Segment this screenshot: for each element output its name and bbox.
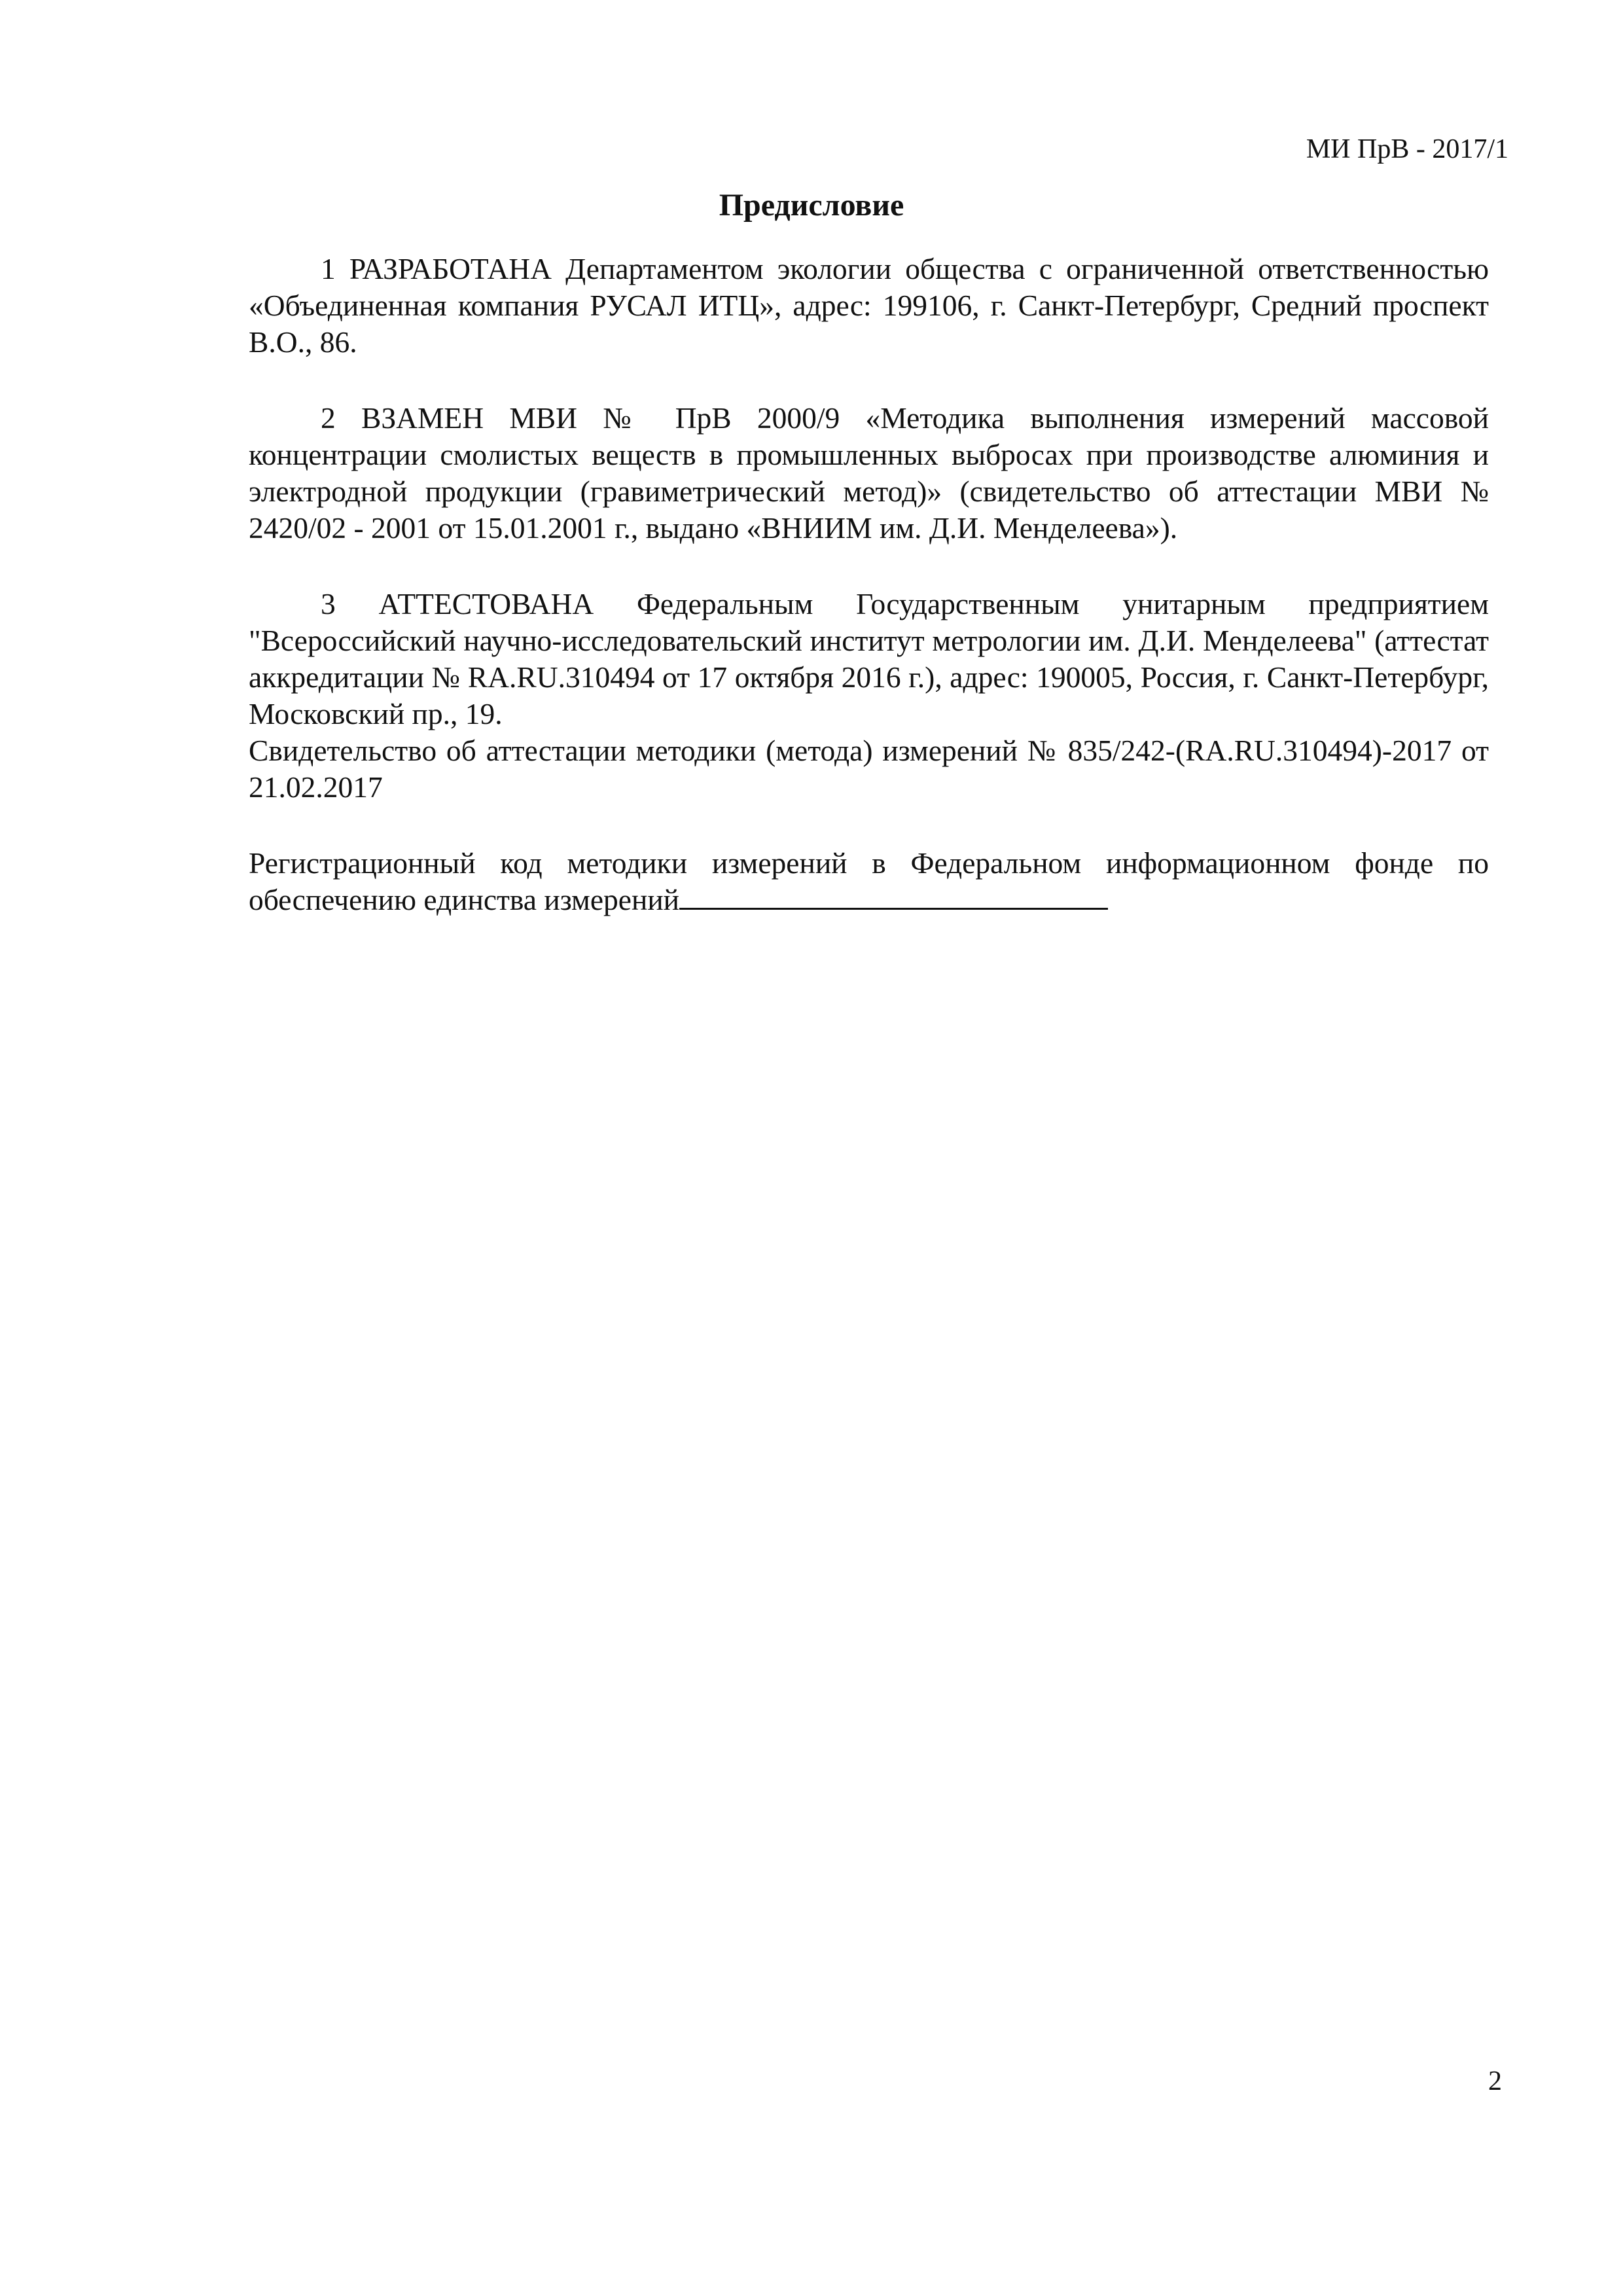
registration-text: Регистрационный код методики измерений в Федеральном информационном фонде по обеспечению единства измерений xyxy=(249,846,1489,916)
certificate-line: Свидетельство об аттестации методики (метода) измерений № 835/242-(RA.RU.310494)-2017 от 21.02.2017 xyxy=(249,734,1489,804)
document-body xyxy=(249,251,1489,918)
registration-code-blank xyxy=(679,884,1108,910)
paragraph-certified-text: 3 АТТЕСТОВАНА Федеральным Государственным унитарным предприятием "Всероссийский научно-исследовательский институт метрологии им. Д.И. Менделеева" (аттестат аккредитации № RA.RU.310494 от 17 октября 2016 г.), адрес: 190005, Россия, г. Санкт-Петербург, Московский пр., 19. xyxy=(249,587,1489,730)
paragraph-developed: 1 РАЗРАБОТАНА Департаментом экологии общества с ограниченной ответственностью «Объединенная компания РУСАЛ ИТЦ», адрес: 199106, г. Санкт-Петербург, Средний проспект В.О., 86. xyxy=(249,252,1489,359)
document-code: МИ ПрВ - 2017/1 xyxy=(1306,134,1508,164)
paragraph-certified xyxy=(249,586,1489,806)
registration-paragraph xyxy=(249,845,1489,918)
page-title: Предисловие xyxy=(719,188,904,223)
paragraph-replaces: 2 ВЗАМЕН МВИ № ПрВ 2000/9 «Методика выполнения измерений массовой концентрации смолистых веществ в промышленных выбросах при производстве алюминия и электродной продукции (гравиметрический метод)» (свидетельство об аттестации МВИ № 2420/02 - 2001 от 15.01.2001 г., выдано «ВНИИМ им. Д.И. Менделеева»). xyxy=(249,401,1489,545)
page-number: 2 xyxy=(1488,2066,1502,2096)
